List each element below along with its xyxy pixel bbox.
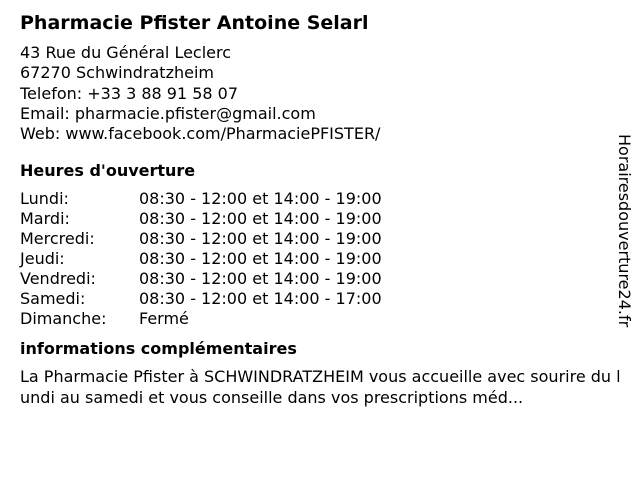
day-hours: 08:30 - 12:00 et 14:00 - 19:00 bbox=[139, 269, 382, 289]
email-line: Email: pharmacie.pfister@gmail.com bbox=[20, 103, 316, 123]
day-label: Vendredi: bbox=[20, 269, 96, 289]
hours-row-tuesday bbox=[20, 209, 620, 229]
address-city: 67270 Schwindratzheim bbox=[20, 63, 214, 83]
day-hours: 08:30 - 12:00 et 14:00 - 19:00 bbox=[139, 249, 382, 269]
phone-line: Telefon: +33 3 88 91 58 07 bbox=[20, 83, 239, 103]
additional-info-text: La Pharmacie Pfister à SCHWINDRATZHEIM vous accueille avec sourire du lundi au samedi et vous conseille dans vos prescriptions méd... bbox=[20, 367, 621, 408]
business-name: Pharmacie Pfister Antoine Selarl bbox=[20, 12, 369, 34]
additional-info-heading: informations complémentaires bbox=[20, 339, 297, 359]
business-listing bbox=[20, 10, 620, 408]
day-label: Lundi: bbox=[20, 189, 69, 209]
hours-row-friday bbox=[20, 269, 620, 289]
day-hours: Fermé bbox=[139, 309, 189, 329]
address-street: 43 Rue du Général Leclerc bbox=[20, 43, 232, 62]
day-hours: 08:30 - 12:00 et 14:00 - 17:00 bbox=[139, 289, 382, 309]
day-hours: 08:30 - 12:00 et 14:00 - 19:00 bbox=[139, 209, 382, 229]
hours-row-saturday bbox=[20, 289, 620, 309]
day-hours: 08:30 - 12:00 et 14:00 - 19:00 bbox=[139, 189, 382, 209]
day-label: Mardi: bbox=[20, 209, 70, 229]
opening-hours-table bbox=[20, 189, 620, 329]
site-watermark: Horairesdouverture24.fr bbox=[615, 134, 634, 328]
day-label: Mercredi: bbox=[20, 229, 95, 249]
hours-row-thursday bbox=[20, 249, 620, 269]
opening-hours-heading: Heures d'ouverture bbox=[20, 161, 196, 181]
contact-block bbox=[20, 43, 620, 144]
hours-row-sunday bbox=[20, 309, 620, 329]
day-label: Jeudi: bbox=[20, 249, 65, 269]
day-hours: 08:30 - 12:00 et 14:00 - 19:00 bbox=[139, 229, 382, 249]
hours-row-wednesday bbox=[20, 229, 620, 249]
web-line: Web: www.facebook.com/PharmaciePFISTER/ bbox=[20, 124, 381, 144]
hours-row-monday bbox=[20, 189, 620, 209]
day-label: Dimanche: bbox=[20, 309, 107, 329]
day-label: Samedi: bbox=[20, 289, 86, 309]
